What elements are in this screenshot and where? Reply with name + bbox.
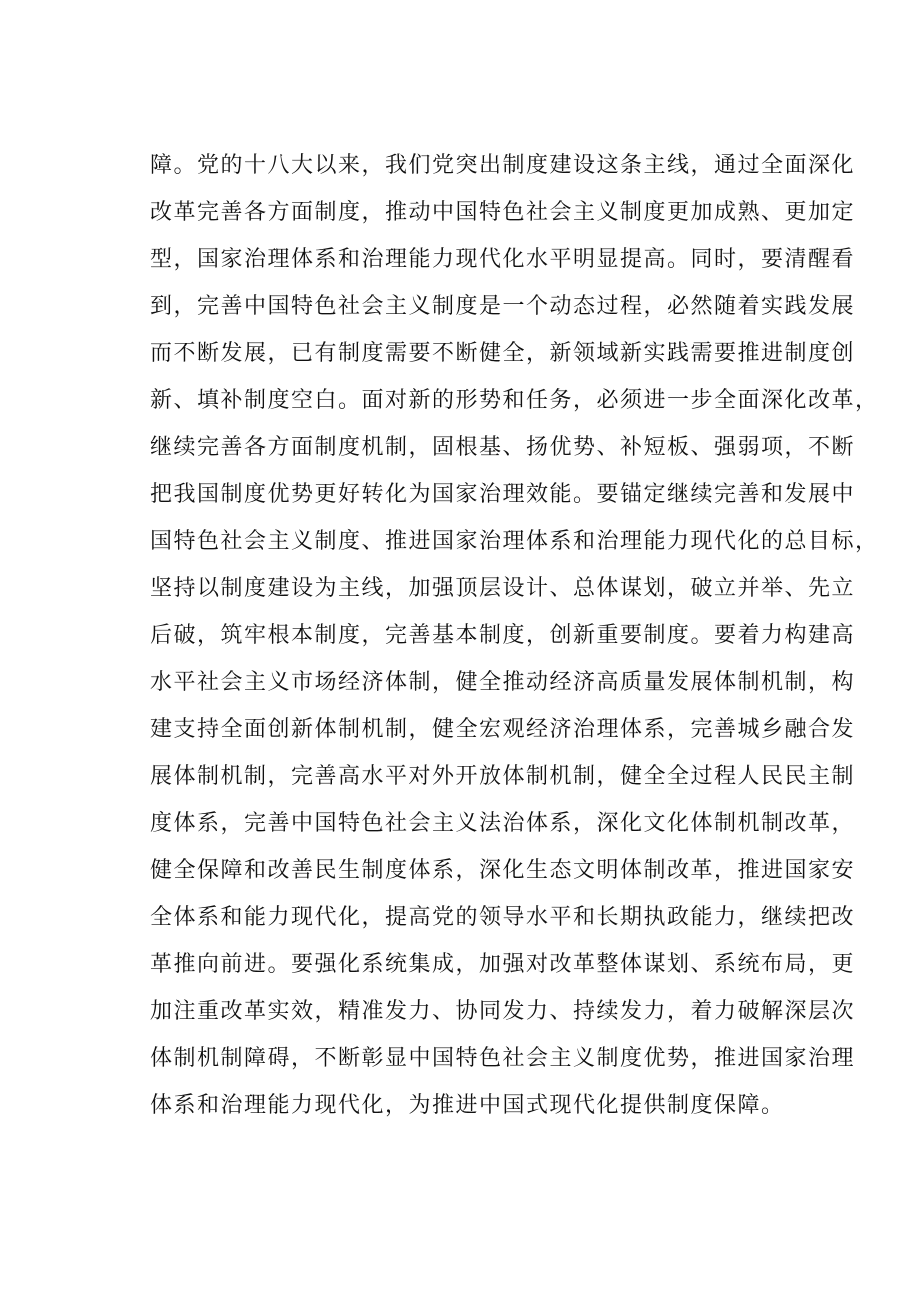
text-line: 后破，筑牢根本制度，完善基本制度，创新重要制度。要着力构建高 bbox=[150, 623, 856, 648]
text-line: 水平社会主义市场经济体制，健全推动经济高质量发展体制机制，构 bbox=[150, 670, 856, 695]
text-line: 到，完善中国特色社会主义制度是一个动态过程，必然随着实践发展 bbox=[150, 294, 856, 319]
text-line: 改革完善各方面制度，推动中国特色社会主义制度更加成熟、更加定 bbox=[150, 200, 856, 225]
text-line: 继续完善各方面制度机制，固根基、扬优势、补短板、强弱项，不断 bbox=[150, 435, 856, 460]
text-line: 健全保障和改善民生制度体系，深化生态文明体制改革，推进国家安 bbox=[150, 858, 856, 883]
text-line: 建支持全面创新体制机制，健全宏观经济治理体系，完善城乡融合发 bbox=[150, 717, 856, 742]
text-line: 国特色社会主义制度、推进国家治理体系和治理能力现代化的总目标， bbox=[150, 529, 879, 554]
text-line: 障。党的十八大以来，我们党突出制度建设这条主线，通过全面深化 bbox=[150, 153, 856, 178]
body-paragraph bbox=[150, 142, 879, 1129]
text-line: 把我国制度优势更好转化为国家治理效能。要锚定继续完善和发展中 bbox=[150, 482, 856, 507]
text-line: 型，国家治理体系和治理能力现代化水平明显提高。同时，要清醒看 bbox=[150, 247, 856, 272]
text-line: 全体系和能力现代化，提高党的领导水平和长期执政能力，继续把改 bbox=[150, 905, 856, 930]
text-line: 新、填补制度空白。面对新的形势和任务，必须进一步全面深化改革， bbox=[150, 388, 879, 413]
text-line: 体制机制障碍，不断彰显中国特色社会主义制度优势，推进国家治理 bbox=[150, 1046, 856, 1071]
text-line: 度体系，完善中国特色社会主义法治体系，深化文化体制机制改革， bbox=[150, 811, 856, 836]
text-line: 坚持以制度建设为主线，加强顶层设计、总体谋划，破立并举、先立 bbox=[150, 576, 856, 601]
text-line: 加注重改革实效，精准发力、协同发力、持续发力，着力破解深层次 bbox=[150, 999, 856, 1024]
text-line: 体系和治理能力现代化，为推进中国式现代化提供制度保障。 bbox=[150, 1093, 785, 1118]
text-line: 展体制机制，完善高水平对外开放体制机制，健全全过程人民民主制 bbox=[150, 764, 856, 789]
text-line: 而不断发展，已有制度需要不断健全，新领域新实践需要推进制度创 bbox=[150, 341, 856, 366]
text-line: 革推向前进。要强化系统集成，加强对改革整体谋划、系统布局，更 bbox=[150, 952, 856, 977]
